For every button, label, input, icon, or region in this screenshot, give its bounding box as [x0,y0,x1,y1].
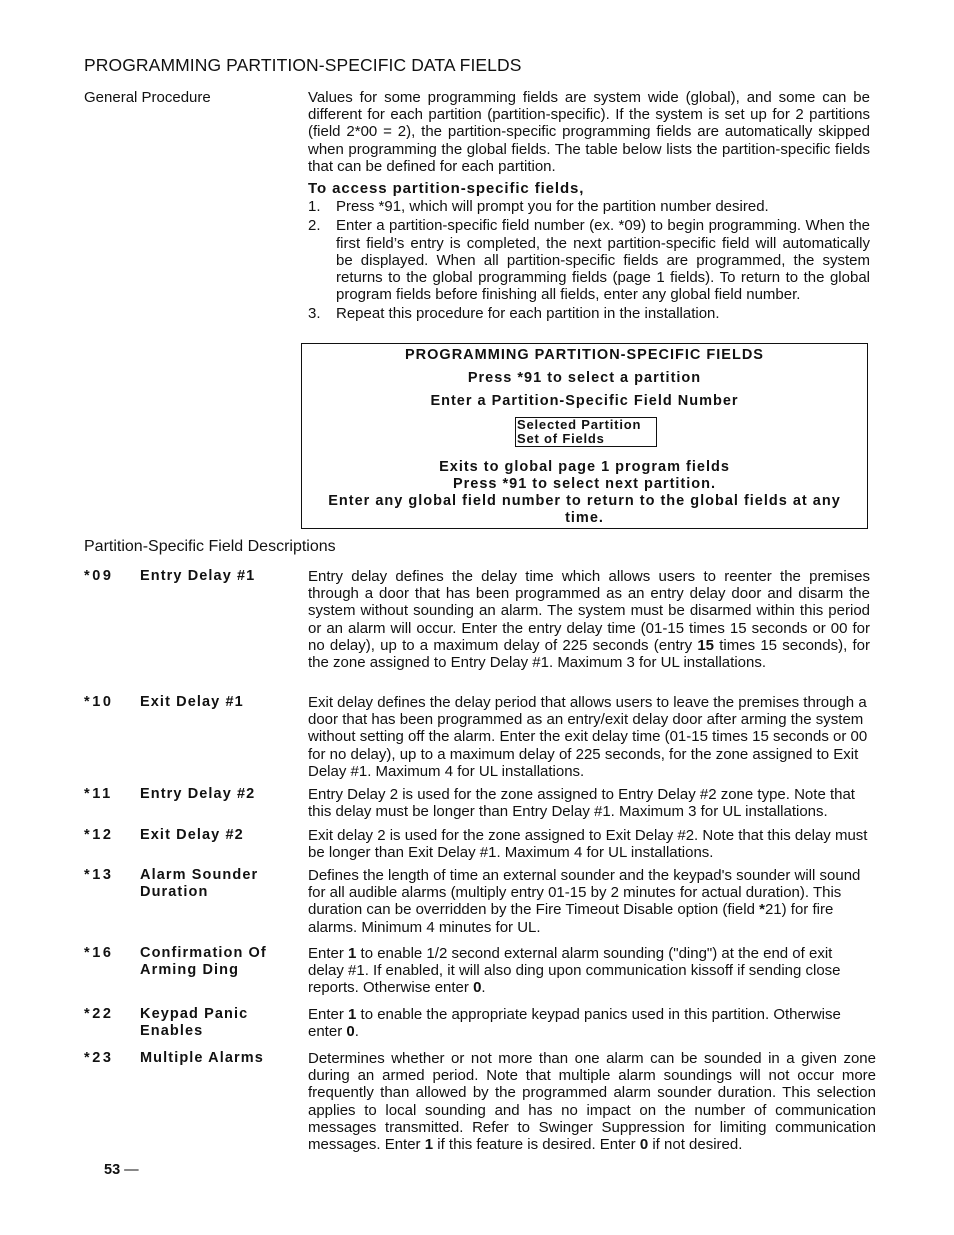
desc-text: Exit delay defines the delay period that allows users to leave the premises through a door that has been programmed as an entry/exit delay door after arming the system without setting off the alarm. Enter the exit delay time (01-15 times 15 seconds or 00 for no delay), up to a maximum delay of 225 seconds, for the zone assigned to Exit Delay #1. Maximum 4 for UL installations. [308,694,868,780]
descriptions-heading: Partition-Specific Field Descriptions [84,538,336,555]
programming-flow-box [301,343,868,529]
desc-text: to enable the appropriate keypad panics used in this partition. Otherwise enter [308,1006,841,1041]
footer-dash: — [124,1162,139,1178]
desc-bold: 0 [639,1136,649,1154]
page-number: 53 [104,1162,121,1178]
box-line-select-partition: Press *91 to select a partition [467,370,702,386]
page-title: PROGRAMMING PARTITION-SPECIFIC DATA FIELDS [84,55,522,75]
step-item [308,198,870,215]
selected-partition-box [515,417,657,447]
field-number: *16 [84,945,114,961]
field-name: Confirmation Of Arming Ding [140,945,267,979]
desc-text: Exit delay 2 is used for the zone assigned to Exit Delay #2. Note that this delay must be longer than Exit Delay #1. Maximum 4 for UL installations. [308,827,868,862]
box-line-enter-field: Enter a Partition-Specific Field Number [430,393,739,409]
box-line-exits: Exits to global page 1 program fields [439,459,730,475]
field-description [308,1006,870,1040]
field-description [308,694,868,780]
step-number: 2. [308,217,321,235]
step-number: 3. [308,305,321,323]
field-description [308,945,870,997]
desc-text: to enable 1/2 second external alarm sounding ("ding") at the end of exit delay #1. If enabled, it will also ding upon communication kissoff if sending close reports. Otherwise enter [308,945,841,997]
access-heading: To access partition-specific fields, [308,180,585,198]
desc-text: . [354,1023,359,1041]
step-text: Repeat this procedure for each partition in the installation. [336,305,720,323]
field-description [308,786,876,820]
desc-text: Determines whether or not more than one alarm can be sounded in a given zone during an armed period. Note that multiple alarm soundings will not occur more frequently than allowed by the programmed alarm sounder duration. This selection applies to local sounding and has no impact on the number of communication messages transmitted. Refer to Swinger Suppression for limiting communication messages. Enter [308,1050,876,1154]
desc-text: Entry Delay 2 is used for the zone assigned to Entry Delay #2 zone type. Note that this delay must be longer than Entry Delay #1. Maximum 3 for UL installations. [308,786,855,821]
desc-text: if not desired. [648,1136,743,1154]
general-procedure-label: General Procedure [84,89,211,106]
desc-bold: 1 [348,945,357,962]
desc-bold: * [759,901,765,919]
field-description [308,1050,876,1153]
desc-bold: 1 [424,1136,434,1154]
field-name: Exit Delay #2 [140,827,244,843]
field-name: Multiple Alarms [140,1050,264,1066]
step-text: Enter a partition-specific field number (ex. *09) to begin programming. When the first field’s entry is completed, the next partition-specific field will automatically be displayed. When all partition-specific fields are programmed, the system returns to the global programming fields (page 1 fields). To return to the global program fields before finishing all fields, enter any global field number. [336,217,870,304]
desc-text: if this feature is desired. Enter [433,1136,640,1154]
desc-text: 21) for fire alarms. Minimum 4 minutes for UL. [308,901,834,936]
general-procedure-body [308,89,870,325]
field-number: *23 [84,1050,114,1066]
desc-bold: 1 [348,1006,357,1023]
field-number: *22 [84,1006,114,1022]
desc-text: Entry delay defines the delay time which allows users to reenter the premises through a door that has been programmed as an entry delay door and disarm the system without sounding an alarm. The system must be disarmed within this period or an alarm will occur. Enter the entry delay time (01-15 times 15 seconds or 00 for no delay), up to a maximum delay of 225 seconds (entry [308,568,870,654]
field-number: *10 [84,694,114,710]
inner-box-line1: Selected Partition [517,417,642,432]
field-number: *09 [84,568,114,584]
step-number: 1. [308,198,321,216]
box-heading: PROGRAMMING PARTITION-SPECIFIC FIELDS [405,347,764,363]
field-name: Entry Delay #2 [140,786,256,802]
desc-text: . [481,979,486,997]
desc-text: Defines the length of time an external sounder and the keypad's sounder will sound for all audible alarms (multiply entry 01-15 by 2 minutes for actual duration). This duration can be overridden by the Fire Timeout Disable option (field [308,867,861,919]
field-name: Entry Delay #1 [140,568,256,584]
field-number: *13 [84,867,114,883]
box-line-time: time. [565,510,604,526]
desc-text: Enter [308,945,349,962]
field-name: Keypad Panic Enables [140,1006,249,1040]
field-name: Exit Delay #1 [140,694,244,710]
field-number: *11 [84,786,113,802]
desc-bold: 0 [473,979,482,997]
desc-bold: 0 [346,1023,355,1041]
step-item [308,217,870,303]
field-description [308,568,870,671]
desc-bold: 15 [697,636,715,654]
box-line-next-partition: Press *91 to select next partition. [452,476,717,492]
desc-text: times 15 seconds), for the zone assigned to Entry Delay #1. Maximum 3 for UL installations. [308,636,870,672]
desc-text: Enter [308,1006,349,1023]
step-text: Press *91, which will prompt you for the partition number desired. [336,198,769,216]
field-description [308,827,870,861]
field-number: *12 [84,827,114,843]
box-line-global-return: Enter any global field number to return to the global fields at any [328,493,841,509]
general-intro: Values for some programming fields are system wide (global), and some can be different for each partition (partition-specific). If the system is set up for 2 partitions (field 2*00 = 2), the partition-specific programming fields are automatically skipped when programming the global fields. The table below lists the partition-specific fields that can be defined for each partition. [308,89,870,175]
step-item [308,305,870,322]
field-description [308,867,870,936]
inner-box-line2: Set of Fields [517,431,605,446]
field-name: Alarm Sounder Duration [140,867,259,901]
access-steps [308,198,870,322]
page-footer [104,1162,139,1178]
